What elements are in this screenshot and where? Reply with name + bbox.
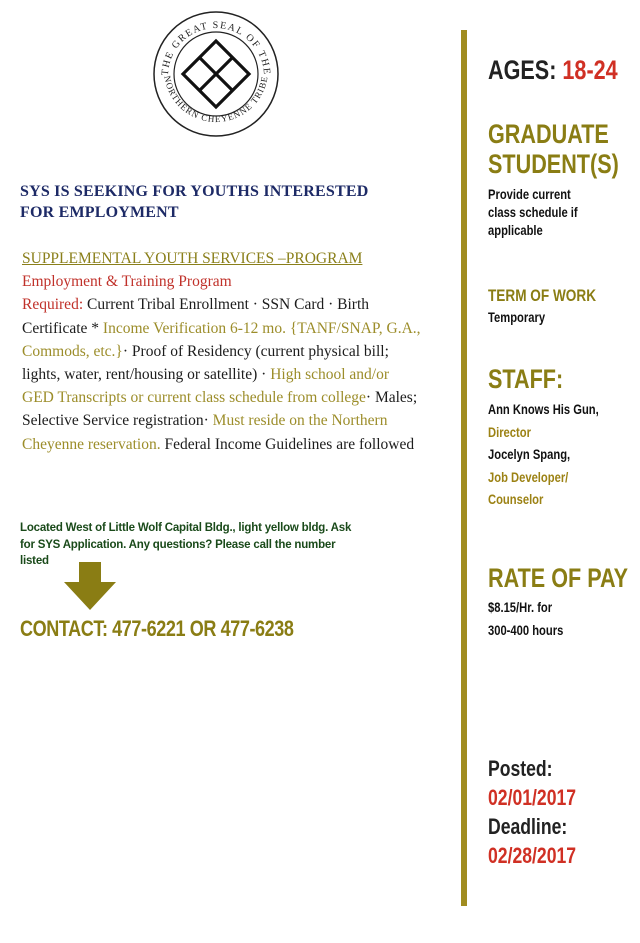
ages-label: AGES: — [488, 55, 563, 85]
graduate-note-line-1: Provide current — [488, 186, 571, 202]
residency-text: · Proof of Residency (current physical bill; lights, water, rent/housing or satellite) · — [22, 342, 389, 384]
graduate-line-2: STUDENT(S) — [488, 149, 619, 179]
graduate-note-line-2: class schedule if — [488, 204, 578, 220]
vertical-divider — [461, 30, 467, 906]
pay-details — [488, 596, 563, 641]
location-line-3: listed — [20, 555, 49, 567]
location-line-1: Located West of Little Wolf Capital Bldg., light yellow bldg. Ask — [20, 522, 352, 534]
northern-cheyenne-seal — [148, 10, 284, 140]
term-of-work-value: Temporary — [488, 309, 546, 325]
staff-heading: STAFF: — [488, 364, 564, 394]
posted-date: 02/01/2017 — [488, 785, 577, 810]
rate-of-pay-heading: RATE OF PAY — [488, 563, 629, 593]
required-label: Required: — [22, 296, 84, 314]
pay-hours: 300-400 hours — [488, 621, 564, 638]
graduate-note — [488, 185, 578, 239]
contact-numbers: CONTACT: 477-6221 OR 477-6238 — [20, 616, 294, 641]
headline-line-2: FOR EMPLOYMENT — [20, 204, 179, 221]
headline — [20, 181, 420, 223]
staff-title-2b: Counselor — [488, 491, 544, 507]
program-subtitle: Employment & Training Program — [22, 273, 232, 291]
staff-title-2a: Job Developer/ — [488, 468, 569, 485]
requirement-text: Current Tribal Enrollment · SSN Card · Birth Certificate * — [22, 296, 370, 337]
staff-name-2: Jocelyn Spang, — [488, 446, 571, 462]
staff-title-1: Director — [488, 423, 531, 440]
down-arrow-icon — [64, 562, 116, 610]
reside-text: Must reside on the Northern Cheyenne reservation. — [22, 412, 388, 453]
graduate-line-1: GRADUATE — [488, 119, 609, 149]
graduate-students-heading — [488, 119, 619, 179]
svg-text:THE GREAT SEAL OF THE: THE GREAT SEAL OF THE — [159, 19, 273, 76]
graduate-note-line-3: applicable — [488, 222, 543, 238]
ages — [488, 55, 618, 85]
transcripts-text: High school and/or GED Transcripts or current class schedule from college — [22, 366, 390, 407]
location-line-2: for SYS Application. Any questions? Please call the number — [20, 538, 336, 551]
staff-list — [488, 398, 599, 511]
program-title: SUPPLEMENTAL YOUTH SERVICES –PROGRAM — [22, 250, 363, 267]
posting-dates — [488, 754, 576, 870]
svg-text:NORTHERN CHEYENNE TRIBE: NORTHERN CHEYENNE TRIBE — [162, 74, 270, 125]
deadline-date: 02/28/2017 — [488, 843, 577, 868]
deadline-label: Deadline: — [488, 814, 568, 839]
headline-line-1: SYS IS SEEKING FOR YOUTHS INTERESTED — [20, 183, 369, 200]
program-description — [22, 247, 422, 456]
posted-label: Posted: — [488, 756, 553, 781]
ages-value: 18-24 — [562, 55, 618, 85]
income-verification-text: Income Verification 6-12 mo. {TANF/SNAP, G.A., Commods, etc.} — [22, 319, 421, 360]
selective-service-text: · Males; Selective Service registration· — [22, 389, 418, 430]
income-guidelines-text: Federal Income Guidelines are followed — [160, 435, 415, 453]
staff-name-1: Ann Knows His Gun, — [488, 401, 599, 417]
pay-rate: $8.15/Hr. for — [488, 599, 553, 615]
term-of-work-label: TERM OF WORK — [488, 286, 597, 305]
